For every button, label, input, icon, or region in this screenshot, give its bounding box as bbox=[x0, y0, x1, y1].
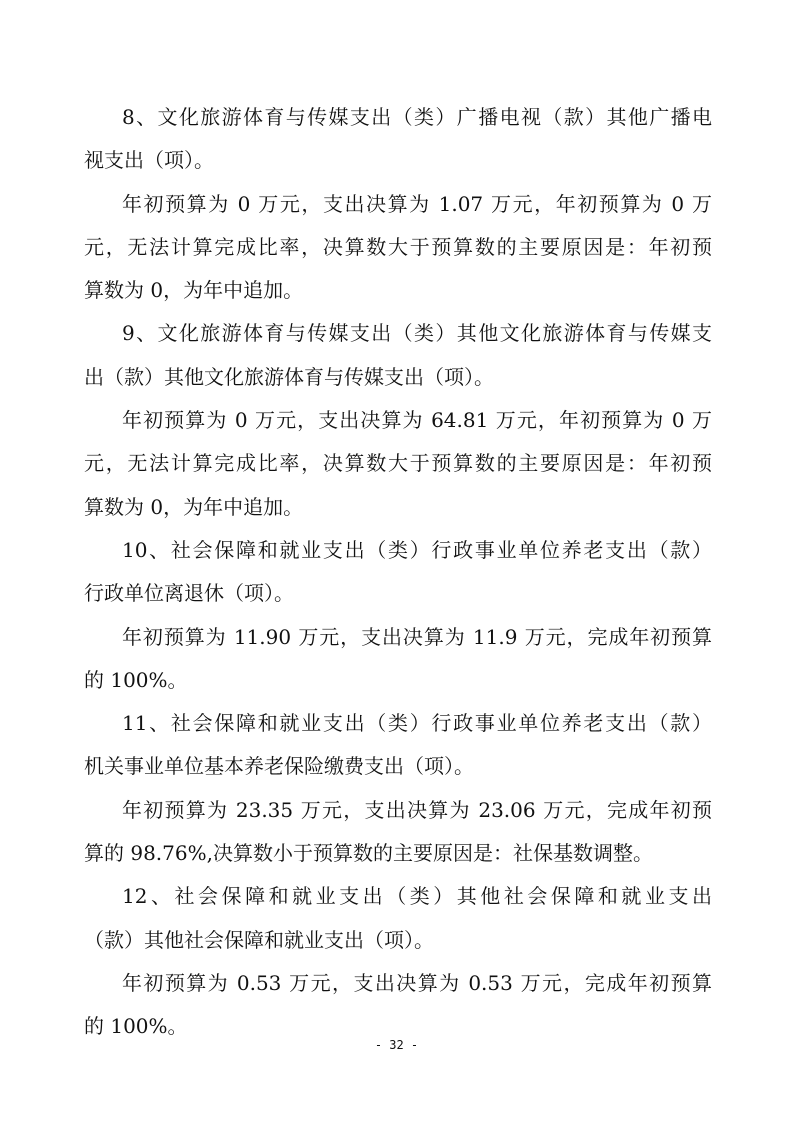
page-number: - 32 - bbox=[374, 1038, 419, 1052]
text-line: 算数为 0，为年中追加。 bbox=[84, 278, 304, 303]
text-line: 8、文化旅游体育与传媒支出（类）广播电视（款）其他广播电 bbox=[122, 105, 712, 129]
paragraph bbox=[84, 702, 712, 789]
text-line: 视支出（项）。 bbox=[84, 148, 214, 173]
paragraph bbox=[84, 789, 712, 876]
text-line: （款）其他社会保障和就业支出（项）。 bbox=[84, 927, 434, 952]
document-body bbox=[84, 96, 712, 1049]
text-line: 的 100%。 bbox=[84, 1014, 188, 1039]
text-line: 的 100%。 bbox=[84, 667, 188, 692]
paragraph bbox=[84, 529, 712, 616]
paragraph bbox=[84, 183, 712, 313]
paragraph bbox=[84, 96, 712, 183]
text-line: 出（款）其他文化旅游体育与传媒支出（项）。 bbox=[84, 364, 494, 389]
paragraph bbox=[84, 399, 712, 529]
text-line: 算数为 0，为年中追加。 bbox=[84, 494, 304, 519]
paragraph bbox=[84, 312, 712, 399]
text-line: 机关事业单位基本养老保险缴费支出（项）。 bbox=[84, 754, 474, 779]
text-line: 元，无法计算完成比率，决算数大于预算数的主要原因是：年初预 bbox=[84, 451, 712, 476]
text-line: 11、社会保障和就业支出（类）行政事业单位养老支出（款） bbox=[122, 711, 712, 736]
text-line: 行政单位离退休（项）。 bbox=[84, 581, 294, 606]
text-line: 9、文化旅游体育与传媒支出（类）其他文化旅游体育与传媒支 bbox=[122, 321, 712, 346]
text-line: 10、社会保障和就业支出（类）行政事业单位养老支出（款） bbox=[122, 537, 712, 562]
text-line: 年初预算为 11.90 万元，支出决算为 11.9 万元，完成年初预算 bbox=[122, 624, 712, 649]
text-line: 年初预算为 0.53 万元，支出决算为 0.53 万元，完成年初预算 bbox=[122, 970, 712, 995]
text-line: 算的 98.76%,决算数小于预算数的主要原因是：社保基数调整。 bbox=[84, 841, 653, 866]
text-line: 12、社会保障和就业支出（类）其他社会保障和就业支出 bbox=[122, 884, 712, 909]
text-line: 年初预算为 0 万元，支出决算为 1.07 万元，年初预算为 0 万 bbox=[122, 191, 712, 216]
text-line: 年初预算为 0 万元，支出决算为 64.81 万元，年初预算为 0 万 bbox=[122, 408, 712, 433]
text-line: 元，无法计算完成比率，决算数大于预算数的主要原因是：年初预 bbox=[84, 234, 712, 259]
paragraph bbox=[84, 616, 712, 703]
paragraph bbox=[84, 962, 712, 1049]
text-line: 年初预算为 23.35 万元，支出决算为 23.06 万元，完成年初预 bbox=[122, 797, 712, 822]
paragraph bbox=[84, 875, 712, 962]
